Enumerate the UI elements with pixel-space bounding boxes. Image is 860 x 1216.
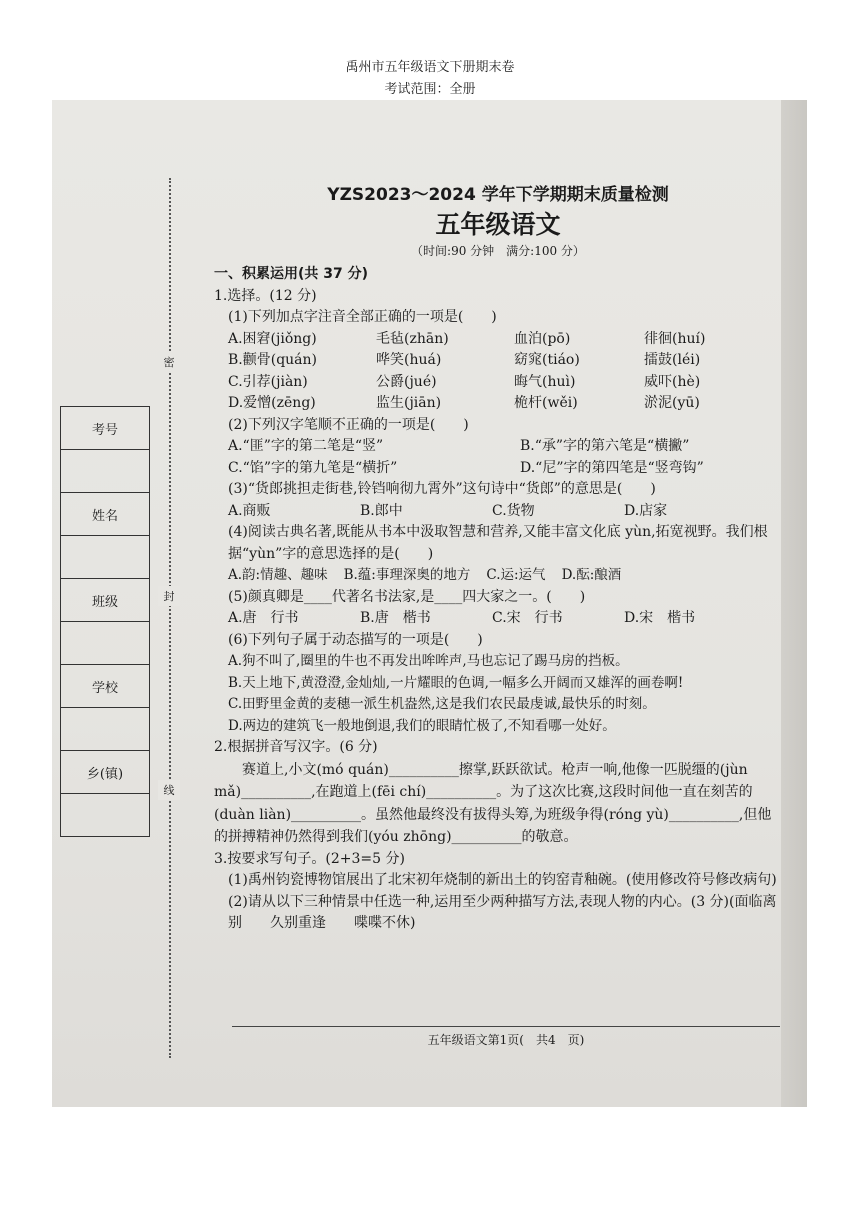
info-field-school[interactable]	[61, 708, 149, 751]
exam-photo	[52, 100, 807, 1107]
option-cell: A.唐 行书	[228, 610, 299, 626]
q1-6-option-c: C.田野里金黄的麦穗一派生机盎然,这是我们农民最虔诚,最快乐的时刻。	[228, 696, 656, 712]
q2-passage: 赛道上,小文(mó quán)__________擦掌,跃跃欲试。枪声一响,他像一匹脱缰的(jùn mǎ)__________,在跑道上(fēi chí)__________。为了这次比赛,这段时间他一直在刻苦的(duàn liàn)__________。虽然他最终没有拔得头筹,为班级争得(róng yù)__________,但他的拼搏精神仍然得到我们(yóu zhōng)__________的敬意。	[214, 761, 772, 845]
q1-6-option-d: D.两边的建筑飞一般地倒退,我们的眼睛忙极了,不知看哪一处好。	[228, 717, 616, 734]
q3-1-stem: (1)禹州钧瓷博物馆展出了北宋初年烧制的新出土的钧窑青釉碗。(使用修改符号修改病句)	[228, 872, 777, 888]
option-cell: D.店家	[624, 502, 668, 519]
option-cell: 毛毡(zhān)	[376, 330, 449, 347]
info-label-school: 学校	[61, 665, 149, 708]
exam-subject: 五年级语文	[435, 209, 561, 239]
option-cell: A.困窘(jiǒng)	[228, 330, 317, 347]
info-field-class[interactable]	[61, 622, 149, 665]
info-field-name[interactable]	[61, 536, 149, 579]
section-heading: 一、积累运用(共 37 分)	[214, 266, 369, 282]
footer-rule	[232, 1026, 780, 1027]
seal-char-xian: 线	[158, 780, 180, 800]
page-footer: 五年级语文第1页( 共4 页)	[427, 1033, 585, 1047]
option-cell: 擂鼓(léi)	[644, 352, 701, 368]
option-cell: B.蕴:事理深奥的地方	[343, 567, 471, 583]
q1-2-stem: (2)下列汉字笔顺不正确的一项是( )	[228, 416, 469, 433]
option-cell: A.商贩	[228, 502, 271, 519]
q1-6-option-b: B.天上地下,黄澄澄,金灿灿,一片耀眼的色调,一幅多么开阔而又雄浑的画卷啊!	[228, 674, 684, 691]
exam-title: YZS2023～2024 学年下学期期末质量检测	[327, 185, 669, 205]
option-cell: D.“尼”字的第四笔是“竖弯钩”	[520, 459, 704, 476]
option-cell: A.韵:情趣、趣味	[228, 567, 328, 583]
option-cell: D.宋 楷书	[624, 610, 696, 626]
info-label-town: 乡(镇)	[61, 751, 149, 794]
q1-2-row-cd	[214, 458, 782, 480]
option-cell: C.“馅”字的第九笔是“横折”	[228, 459, 398, 476]
option-cell: 威吓(hè)	[644, 373, 701, 390]
info-label-class: 班级	[61, 579, 149, 622]
q1-1-row-a	[214, 329, 782, 351]
option-cell: B.“承”字的第六笔是“横撇”	[520, 438, 690, 454]
option-cell: C.货物	[492, 502, 535, 519]
option-cell: C.宋 行书	[492, 610, 563, 626]
option-cell: 监生(jiān)	[376, 395, 442, 411]
q3-title: 3.按要求写句子。(2+3=5 分)	[214, 850, 405, 867]
adjacent-page-edge	[781, 100, 807, 1107]
option-cell: D.爱憎(zēng)	[228, 395, 316, 411]
option-cell: C.引荐(jiàn)	[228, 373, 308, 390]
q3-2-stem: (2)请从以下三种情景中任选一种,运用至少两种描写方法,表现人物的内心。(3 分)(面临离别 久别重逢 喋喋不休)	[228, 893, 777, 931]
q1-3-stem: (3)“货郎挑担走街巷,铃铛响彻九霄外”这句诗中“货郎”的意思是( )	[228, 481, 656, 497]
option-cell: 徘徊(huí)	[644, 330, 706, 347]
seal-char-mi: 密	[158, 352, 180, 372]
exam-meta: （时间:90 分钟 满分:100 分）	[411, 243, 585, 258]
option-cell: 公爵(jué)	[376, 373, 437, 390]
option-cell: B.唐 楷书	[360, 610, 431, 626]
q1-5-stem: (5)颜真卿是____代著名书法家,是____四大家之一。( )	[228, 588, 586, 605]
option-cell: A.“匪”字的第二笔是“竖”	[228, 438, 384, 454]
option-cell: B.郎中	[360, 502, 403, 519]
option-cell: B.颧骨(quán)	[228, 352, 318, 368]
info-field-town[interactable]	[61, 794, 149, 836]
option-cell: 窈窕(tiáo)	[514, 352, 580, 368]
q1-3-options	[214, 501, 782, 523]
q1-5-options	[214, 608, 782, 630]
option-cell: 晦气(huì)	[514, 373, 576, 390]
q1-6-stem: (6)下列句子属于动态描写的一项是( )	[228, 631, 483, 648]
q1-6-option-a: A.狗不叫了,圈里的牛也不再发出哞哞声,马也忘记了踢马房的挡板。	[228, 653, 629, 669]
q1-1-row-c	[214, 372, 782, 394]
q2-title: 2.根据拼音写汉字。(6 分)	[214, 739, 378, 755]
document-subtitle: 考试范围：全册	[384, 82, 476, 97]
q1-1-stem: (1)下列加点字注音全部正确的一项是( )	[228, 309, 497, 325]
q1-1-row-b	[214, 350, 782, 372]
seal-char-feng: 封	[158, 586, 180, 606]
student-info-box	[60, 406, 150, 837]
info-field-exam-number[interactable]	[61, 450, 149, 493]
option-cell: C.运:运气	[486, 567, 546, 583]
q1-2-row-ab	[214, 436, 782, 458]
q1-title: 1.选择。(12 分)	[214, 287, 317, 304]
option-cell: 哗笑(huá)	[376, 352, 442, 368]
option-cell: 血泊(pō)	[514, 330, 571, 347]
option-cell: 淤泥(yū)	[644, 395, 700, 411]
exam-content	[214, 185, 782, 935]
info-label-exam-number: 考号	[61, 407, 149, 450]
option-cell: D.酝:酿酒	[561, 567, 622, 583]
option-cell: 桅杆(wěi)	[514, 395, 578, 411]
document-title: 禹州市五年级语文下册期末卷	[345, 60, 515, 75]
binding-dotted-line	[169, 178, 171, 1058]
info-label-name: 姓名	[61, 493, 149, 536]
q1-4-options	[214, 565, 782, 587]
q1-4-stem: (4)阅读古典名著,既能从书本中汲取智慧和营养,又能丰富文化底 yùn,拓宽视野。我们根据“yùn”字的意思选择的是( )	[228, 524, 768, 562]
q1-1-row-d	[214, 393, 782, 415]
